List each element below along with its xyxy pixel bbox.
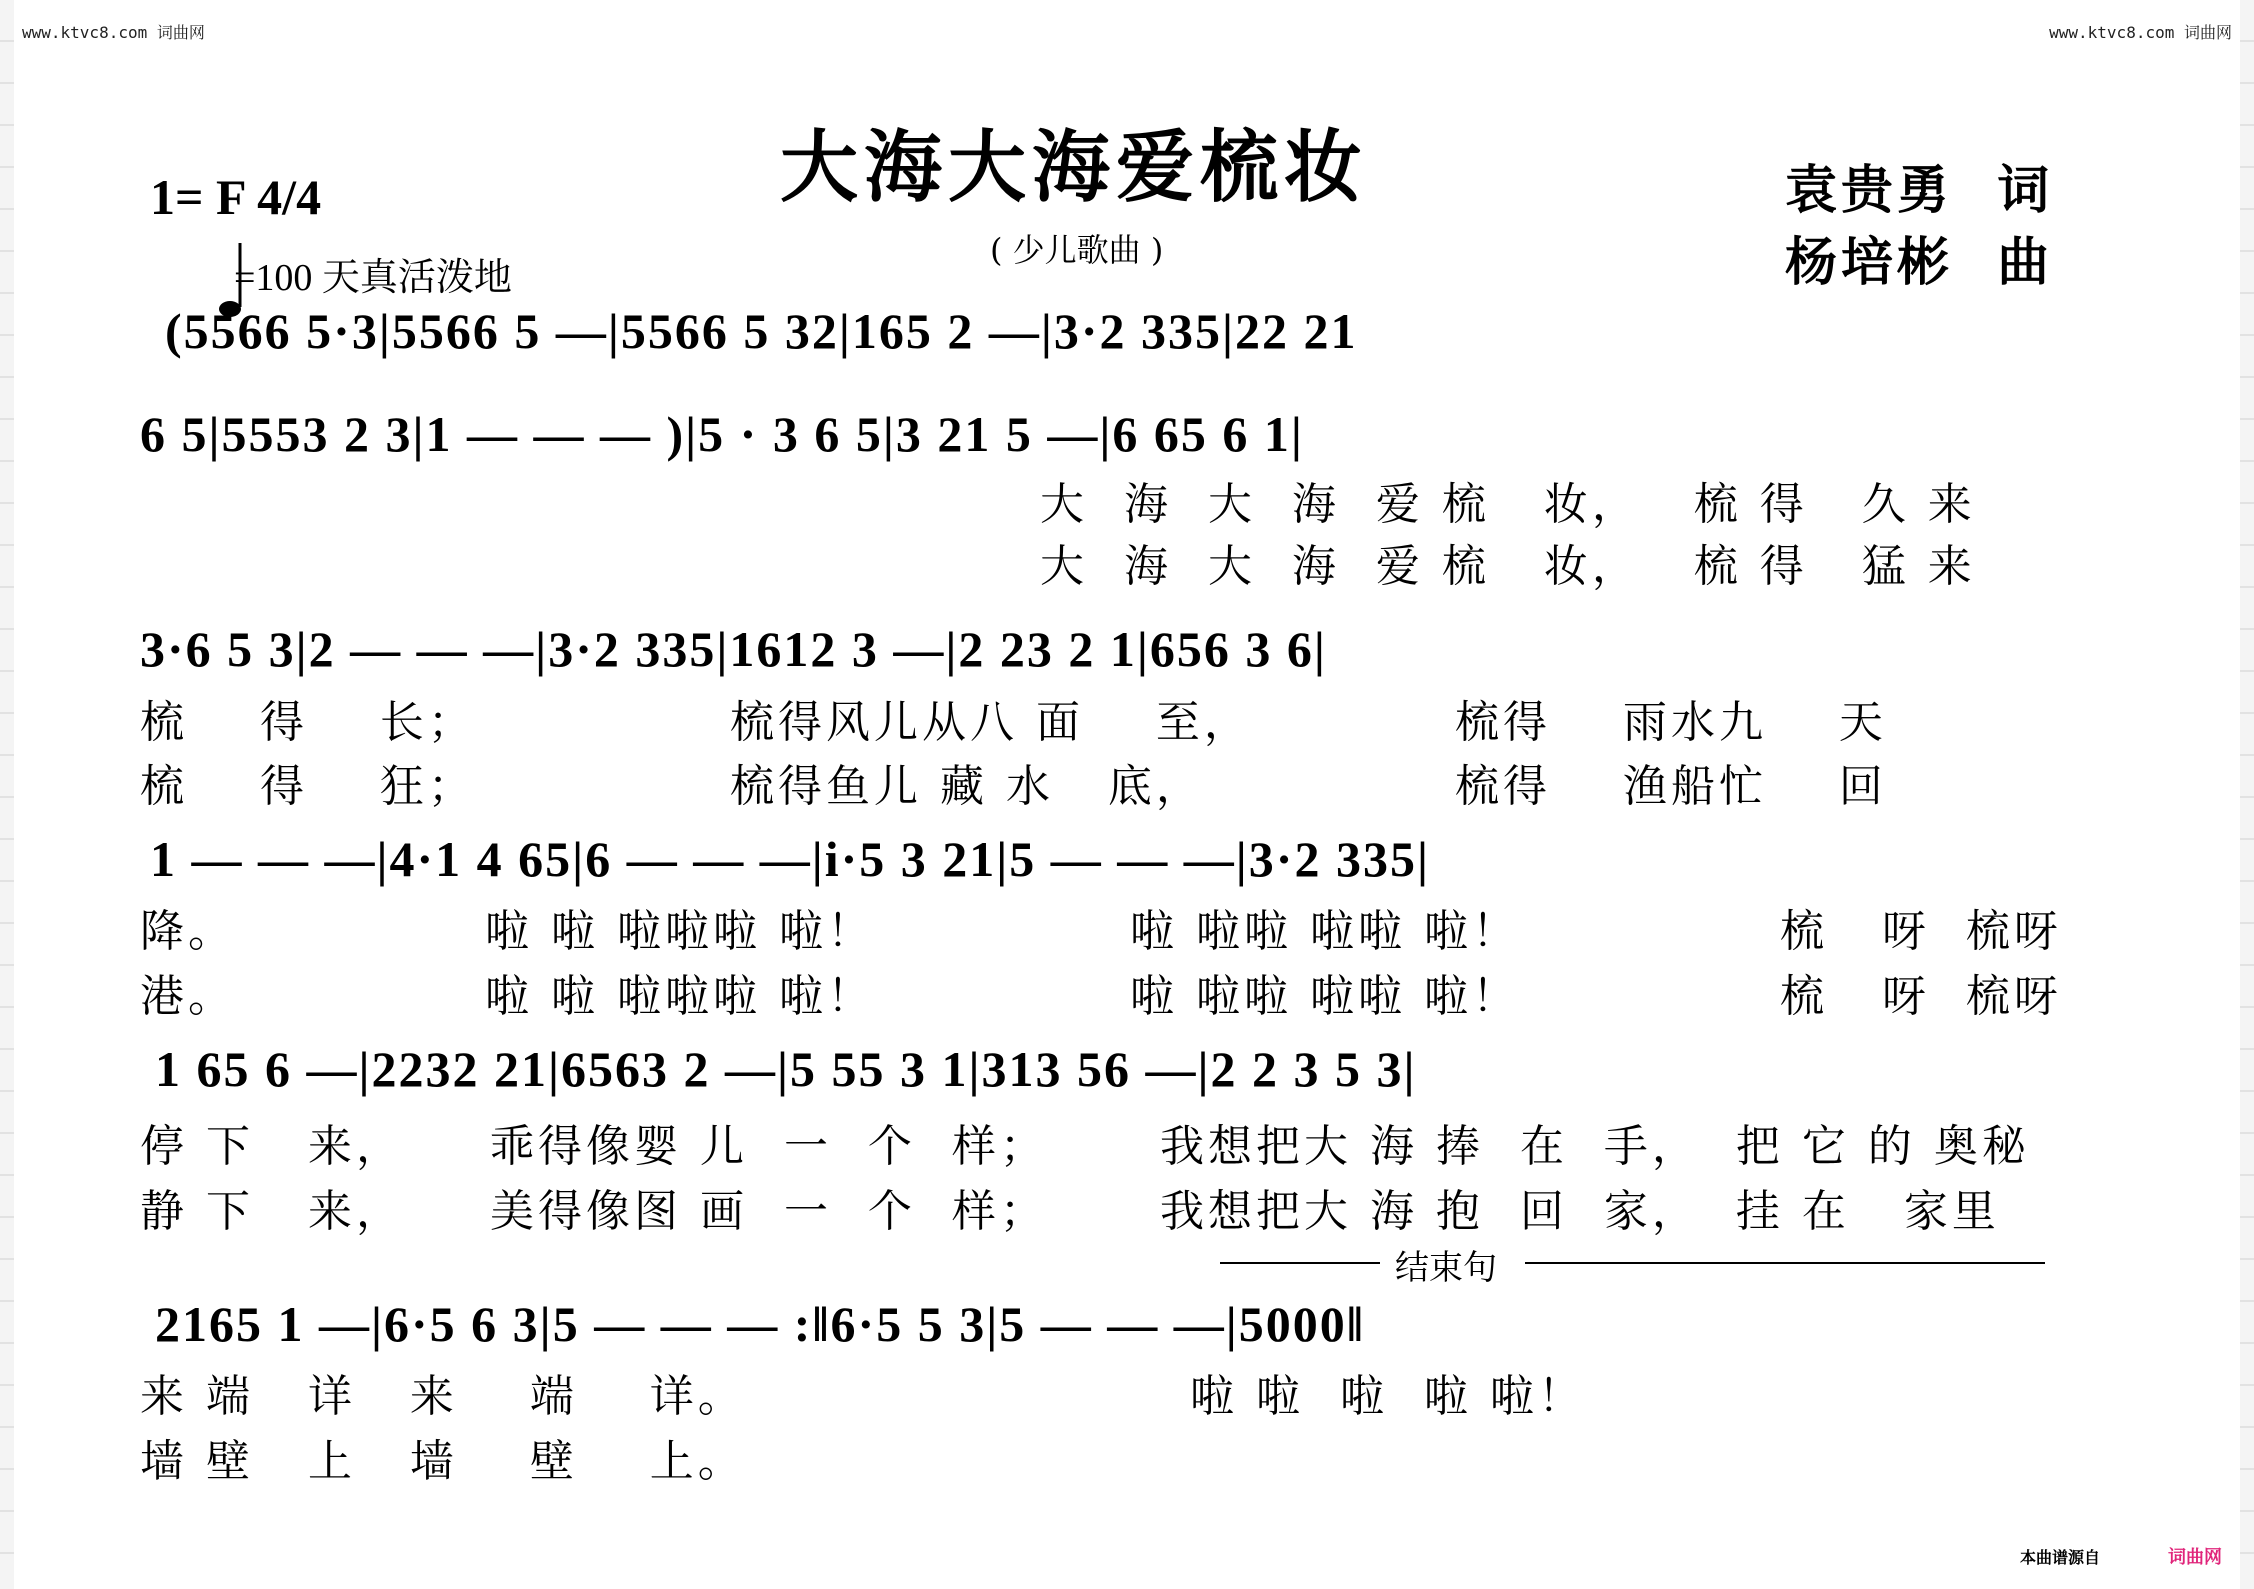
lyrics-line-4d-verse-1: 梳 呀 梳呀 — [1780, 906, 2062, 957]
lyrics-line-4a-verse-1: 降。 — [140, 906, 236, 957]
lyrics-line-6a-verse-1: 来 端 详 来 端 详。 — [140, 1371, 746, 1422]
lyrics-line-3b-verse-2: 梳得鱼儿 藏 水 底， — [730, 761, 1204, 812]
composer-credit: 杨培彬 曲 — [1785, 232, 2054, 293]
notation-line-2: 6 5|5553 2 3|1 — — — )|5 · 3 6 5|3 21 5 —|6 65 6 1| — [140, 406, 1304, 462]
notation-line-5: 1 65 6 —|2232 21|6563 2 —|5 55 3 1|313 56 —|2 2 3 5 3| — [155, 1041, 1417, 1097]
footer-site-logo: 词曲网 — [2168, 1547, 2222, 1568]
ending-rule-left — [1220, 1262, 1380, 1264]
watermark-left: www.ktvc8.com 词曲网 — [22, 23, 205, 42]
lyrics-line-6a-verse-2: 墙 壁 上 墙 壁 上。 — [140, 1436, 746, 1487]
lyrics-line-4c-verse-2: 啦 啦啦 啦啦 啦！ — [1130, 971, 1520, 1022]
lyrics-line-3c-verse-1: 梳得 雨水九 天 — [1455, 697, 1887, 748]
watermark-right: www.ktvc8.com 词曲网 — [2049, 23, 2232, 42]
key-signature: 1= F 4/4 — [150, 169, 322, 225]
lyrics-line-5c-verse-1: 我想把大 海 捧 在 手， 把 它 的 奥秘 — [1160, 1121, 2030, 1172]
lyrics-line-3a-verse-2: 梳 得 狂； — [140, 761, 476, 812]
ending-section-label: 结束句 — [1395, 1248, 1497, 1288]
tempo-marking: =100 天真活泼地 — [234, 257, 512, 299]
lyrics-line-5b-verse-1: 乖得像婴 儿 一 个 样； — [490, 1121, 1048, 1172]
lyrics-line-5a-verse-2: 静 下 来， — [140, 1186, 404, 1237]
footer-source-text: 本曲谱源自 — [2020, 1548, 2101, 1567]
lyrics-line-4d-verse-2: 梳 呀 梳呀 — [1780, 971, 2062, 1022]
lyrics-line-3c-verse-2: 梳得 渔船忙 回 — [1455, 761, 1887, 812]
lyrics-line-6b: 啦 啦 啦 啦 啦！ — [1190, 1371, 1586, 1422]
notation-line-1: (5566 5·3|5566 5 —|5566 5 32|165 2 —|3·2 335|22 21 — [165, 303, 1358, 359]
song-subtitle: ( 少儿歌曲 ) — [990, 231, 1164, 269]
right-page-border — [2240, 0, 2254, 1589]
lyrics-line-4b-verse-2: 啦 啦 啦啦啦 啦！ — [485, 971, 875, 1022]
lyrics-line-4c-verse-1: 啦 啦啦 啦啦 啦！ — [1130, 906, 1520, 957]
lyrics-line-2-verse-1: 大 海 大 海 爱 梳 妆， 梳 得 久 来 — [1040, 479, 1976, 530]
lyrics-line-5c-verse-2: 我想把大 海 抱 回 家， 挂 在 家里 — [1160, 1186, 2000, 1237]
lyrics-line-2-verse-2: 大 海 大 海 爱 梳 妆， 梳 得 猛 来 — [1040, 541, 1976, 592]
notation-line-4: 1 — — —|4·1 4 65|6 — — —|i·5 3 21|5 — — —|3·2 335| — [150, 831, 1430, 887]
ending-rule-right — [1525, 1262, 2045, 1264]
lyrics-line-4b-verse-1: 啦 啦 啦啦啦 啦！ — [485, 906, 875, 957]
song-title: 大海大海爱梳妆 — [780, 122, 1369, 213]
lyrics-line-5b-verse-2: 美得像图 画 一 个 样； — [490, 1186, 1048, 1237]
lyrics-line-3a-verse-1: 梳 得 长； — [140, 697, 476, 748]
lyrics-line-5a-verse-1: 停 下 来， — [140, 1121, 404, 1172]
notation-line-6: 2165 1 —|6·5 6 3|5 — — — :‖6·5 5 3|5 — — —|5000‖ — [155, 1296, 1365, 1352]
lyrics-line-3b-verse-1: 梳得风儿从八 面 至， — [730, 697, 1252, 748]
lyrics-line-4a-verse-2: 港。 — [140, 971, 236, 1022]
lyricist-credit: 袁贵勇 词 — [1785, 160, 2054, 221]
notation-line-3: 3·6 5 3|2 — — —|3·2 335|1612 3 —|2 23 2 1|656 3 6| — [140, 621, 1327, 677]
left-page-border — [0, 0, 14, 1589]
